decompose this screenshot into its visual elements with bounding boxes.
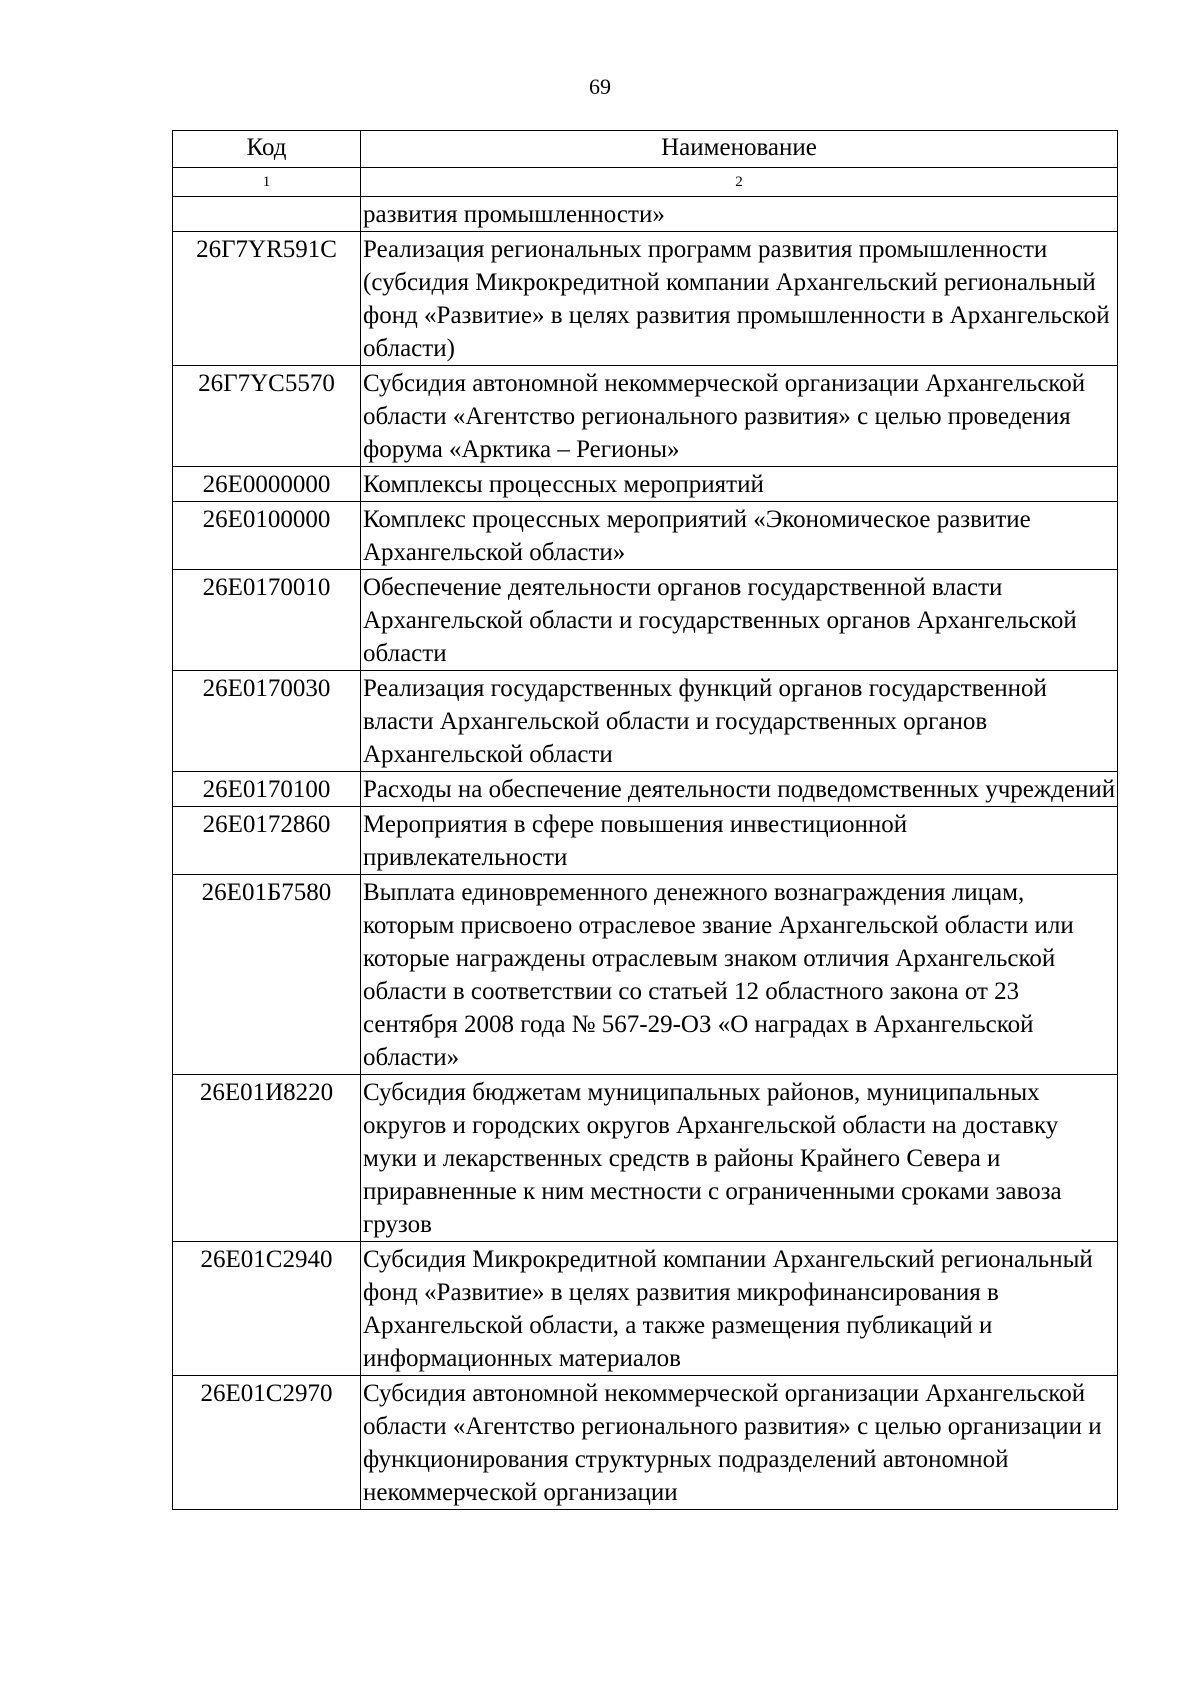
table-row (173, 366, 1118, 467)
header-name: Наименование (361, 131, 1118, 168)
table-row (173, 807, 1118, 875)
table-row (173, 1075, 1118, 1242)
row-code: 26Е01С2970 (173, 1376, 361, 1510)
row-name: Реализация государственных функций органов государственной власти Архангельской области и государственных органов Архангельской области (361, 671, 1118, 772)
row-code: 26Г7YR591C (173, 232, 361, 366)
budget-code-table (172, 130, 1118, 1510)
table-body (173, 197, 1118, 1510)
column-number-1: 1 (173, 168, 361, 197)
page-number: 69 (589, 74, 611, 99)
row-code: 26Е0172860 (173, 807, 361, 875)
row-name: Субсидия бюджетам муниципальных районов, муниципальных округов и городских округов Архангельской области на доставку муки и лекарственных средств в районы Крайнего Севера и приравненные к ним местности с ограниченными сроками завоза грузов (361, 1075, 1118, 1242)
row-code: 26Е0170030 (173, 671, 361, 772)
row-name: Комплекс процессных мероприятий «Экономическое развитие Архангельской области» (361, 502, 1118, 570)
row-name: развития промышленности» (361, 197, 1118, 232)
row-code: 26Е0170100 (173, 772, 361, 807)
table-row (173, 197, 1118, 232)
row-name: Реализация региональных программ развития промышленности (субсидия Микрокредитной компании Архангельский региональный фонд «Развитие» в целях развития промышленности в Архангельской области) (361, 232, 1118, 366)
header-row (173, 131, 1118, 168)
column-number-2: 2 (361, 168, 1118, 197)
table-row (173, 1376, 1118, 1510)
column-number-row (173, 168, 1118, 197)
row-code: 26Е01Б7580 (173, 875, 361, 1075)
table-row (173, 570, 1118, 671)
row-name: Расходы на обеспечение деятельности подведомственных учреждений (361, 772, 1118, 807)
row-name: Выплата единовременного денежного вознаграждения лицам, которым присвоено отраслевое звание Архангельской области или которые награждены отраслевым знаком отличия Архангельской области в соответствии со статьей 12 областного закона от 23 сентября 2008 года № 567-29-ОЗ «О наградах в Архангельской области» (361, 875, 1118, 1075)
row-name: Субсидия автономной некоммерческой организации Архангельской области «Агентство регионального развития» с целью проведения форума «Арктика – Регионы» (361, 366, 1118, 467)
table-row (173, 772, 1118, 807)
table-row (173, 502, 1118, 570)
row-code: 26Е0000000 (173, 467, 361, 502)
row-name: Субсидия Микрокредитной компании Архангельский региональный фонд «Развитие» в целях развития микрофинансирования в Архангельской области, а также размещения публикаций и информационных материалов (361, 1242, 1118, 1376)
row-code: 26Е0100000 (173, 502, 361, 570)
table-row (173, 875, 1118, 1075)
row-name: Субсидия автономной некоммерческой организации Архангельской области «Агентство регионального развития» с целью организации и функционирования структурных подразделений автономной некоммерческой организации (361, 1376, 1118, 1510)
row-code: 26Е0170010 (173, 570, 361, 671)
row-name: Комплексы процессных мероприятий (361, 467, 1118, 502)
table-row (173, 467, 1118, 502)
row-code: 26Г7YC5570 (173, 366, 361, 467)
row-code (173, 197, 361, 232)
table-header (173, 131, 1118, 197)
row-name: Мероприятия в сфере повышения инвестиционной привлекательности (361, 807, 1118, 875)
table-row (173, 232, 1118, 366)
table-row (173, 671, 1118, 772)
row-code: 26Е01С2940 (173, 1242, 361, 1376)
row-code: 26Е01И8220 (173, 1075, 361, 1242)
table-row (173, 1242, 1118, 1376)
header-code: Код (173, 131, 361, 168)
row-name: Обеспечение деятельности органов государственной власти Архангельской области и государственных органов Архангельской области (361, 570, 1118, 671)
